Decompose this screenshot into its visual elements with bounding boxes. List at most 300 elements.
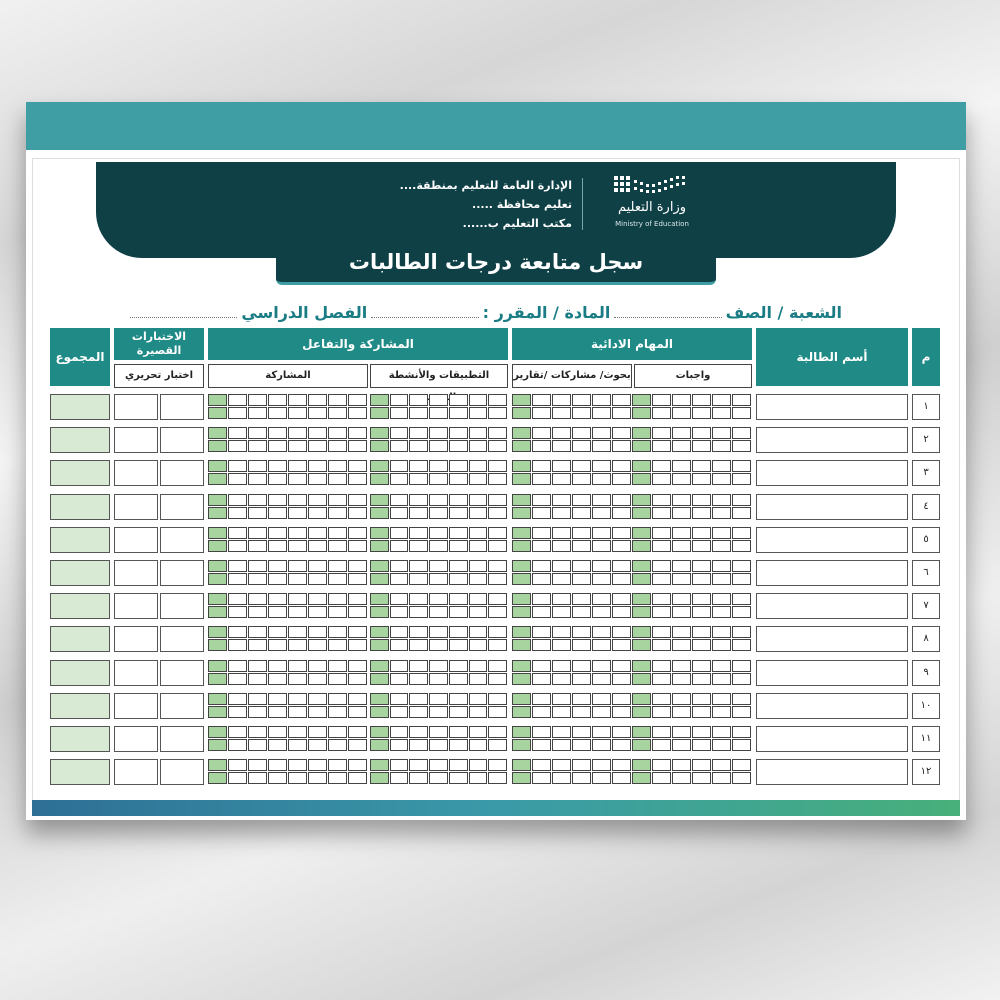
score-cell[interactable] [409,726,428,738]
score-cell[interactable] [712,540,731,552]
score-cell[interactable] [370,507,389,519]
score-cell[interactable] [449,527,468,539]
score-cell[interactable] [469,693,487,705]
score-cell[interactable] [409,772,428,784]
total-cell[interactable] [50,726,110,752]
score-cell[interactable] [268,427,287,439]
score-cell[interactable] [512,626,531,638]
score-cell[interactable] [390,626,408,638]
score-cell[interactable] [672,639,691,651]
student-name-cell[interactable] [756,693,908,719]
score-cell[interactable] [532,527,551,539]
quiz-cell[interactable] [114,759,158,785]
score-cell[interactable] [348,560,367,572]
score-cell[interactable] [692,626,711,638]
score-cell[interactable] [488,507,507,519]
score-cell[interactable] [328,394,347,406]
score-cell[interactable] [248,639,267,651]
score-cell[interactable] [288,772,307,784]
score-cell[interactable] [572,706,591,718]
score-cell[interactable] [308,706,327,718]
score-cell[interactable] [592,772,611,784]
score-cell[interactable] [712,673,731,685]
score-cell[interactable] [308,606,327,618]
score-cell[interactable] [592,573,611,585]
score-cell[interactable] [488,527,507,539]
score-cell[interactable] [370,606,389,618]
score-cell[interactable] [248,540,267,552]
score-cell[interactable] [449,739,468,751]
score-cell[interactable] [409,693,428,705]
score-cell[interactable] [572,726,591,738]
score-cell[interactable] [672,527,691,539]
student-name-cell[interactable] [756,626,908,652]
score-cell[interactable] [512,693,531,705]
student-name-cell[interactable] [756,427,908,453]
score-cell[interactable] [632,473,651,485]
score-cell[interactable] [572,693,591,705]
score-cell[interactable] [552,593,571,605]
score-cell[interactable] [632,540,651,552]
score-cell[interactable] [512,394,531,406]
score-cell[interactable] [248,394,267,406]
score-cell[interactable] [268,573,287,585]
score-cell[interactable] [732,427,751,439]
score-cell[interactable] [409,473,428,485]
score-cell[interactable] [248,673,267,685]
score-cell[interactable] [672,593,691,605]
score-cell[interactable] [288,460,307,472]
score-cell[interactable] [208,460,227,472]
quiz-cell[interactable] [160,527,204,553]
score-cell[interactable] [488,639,507,651]
score-cell[interactable] [370,593,389,605]
score-cell[interactable] [328,407,347,419]
score-cell[interactable] [288,739,307,751]
score-cell[interactable] [308,394,327,406]
score-cell[interactable] [449,560,468,572]
score-cell[interactable] [208,473,227,485]
score-cell[interactable] [612,527,631,539]
score-cell[interactable] [692,407,711,419]
score-cell[interactable] [712,527,731,539]
score-cell[interactable] [228,772,247,784]
score-cell[interactable] [592,394,611,406]
score-cell[interactable] [532,540,551,552]
score-cell[interactable] [308,739,327,751]
score-cell[interactable] [512,772,531,784]
score-cell[interactable] [652,759,671,771]
score-cell[interactable] [328,706,347,718]
score-cell[interactable] [228,507,247,519]
total-cell[interactable] [50,460,110,486]
score-cell[interactable] [712,693,731,705]
score-cell[interactable] [449,693,468,705]
score-cell[interactable] [652,407,671,419]
score-cell[interactable] [632,494,651,506]
score-cell[interactable] [712,507,731,519]
score-cell[interactable] [512,407,531,419]
score-cell[interactable] [390,540,408,552]
score-cell[interactable] [488,606,507,618]
score-cell[interactable] [348,726,367,738]
score-cell[interactable] [652,626,671,638]
total-cell[interactable] [50,593,110,619]
score-cell[interactable] [652,494,671,506]
score-cell[interactable] [288,440,307,452]
score-cell[interactable] [308,772,327,784]
score-cell[interactable] [552,560,571,572]
score-cell[interactable] [429,726,448,738]
score-cell[interactable] [449,660,468,672]
quiz-cell[interactable] [114,494,158,520]
score-cell[interactable] [409,626,428,638]
score-cell[interactable] [552,427,571,439]
score-cell[interactable] [672,560,691,572]
score-cell[interactable] [228,473,247,485]
score-cell[interactable] [612,507,631,519]
student-name-cell[interactable] [756,494,908,520]
score-cell[interactable] [532,739,551,751]
score-cell[interactable] [692,739,711,751]
score-cell[interactable] [488,440,507,452]
score-cell[interactable] [632,507,651,519]
score-cell[interactable] [672,706,691,718]
score-cell[interactable] [532,726,551,738]
score-cell[interactable] [652,726,671,738]
score-cell[interactable] [429,560,448,572]
score-cell[interactable] [248,772,267,784]
score-cell[interactable] [449,440,468,452]
score-cell[interactable] [532,639,551,651]
score-cell[interactable] [512,560,531,572]
score-cell[interactable] [512,673,531,685]
score-cell[interactable] [268,460,287,472]
score-cell[interactable] [692,726,711,738]
score-cell[interactable] [429,573,448,585]
quiz-cell[interactable] [114,427,158,453]
score-cell[interactable] [652,693,671,705]
score-cell[interactable] [532,473,551,485]
score-cell[interactable] [308,726,327,738]
score-cell[interactable] [732,527,751,539]
score-cell[interactable] [348,460,367,472]
score-cell[interactable] [572,407,591,419]
score-cell[interactable] [288,639,307,651]
score-cell[interactable] [732,440,751,452]
score-cell[interactable] [692,507,711,519]
score-cell[interactable] [409,427,428,439]
score-cell[interactable] [288,507,307,519]
score-cell[interactable] [512,726,531,738]
score-cell[interactable] [268,673,287,685]
score-cell[interactable] [488,427,507,439]
score-cell[interactable] [652,473,671,485]
score-cell[interactable] [532,427,551,439]
score-cell[interactable] [572,473,591,485]
score-cell[interactable] [348,606,367,618]
score-cell[interactable] [612,693,631,705]
score-cell[interactable] [572,527,591,539]
score-cell[interactable] [248,593,267,605]
score-cell[interactable] [429,693,448,705]
score-cell[interactable] [208,693,227,705]
score-cell[interactable] [248,507,267,519]
score-cell[interactable] [328,759,347,771]
score-cell[interactable] [288,540,307,552]
score-cell[interactable] [228,639,247,651]
quiz-cell[interactable] [160,560,204,586]
score-cell[interactable] [429,660,448,672]
score-cell[interactable] [429,507,448,519]
score-cell[interactable] [308,660,327,672]
score-cell[interactable] [308,494,327,506]
score-cell[interactable] [552,407,571,419]
score-cell[interactable] [572,540,591,552]
score-cell[interactable] [592,407,611,419]
score-cell[interactable] [228,673,247,685]
score-cell[interactable] [288,606,307,618]
score-cell[interactable] [469,606,487,618]
score-cell[interactable] [712,494,731,506]
score-cell[interactable] [268,407,287,419]
score-cell[interactable] [712,473,731,485]
score-cell[interactable] [370,440,389,452]
score-cell[interactable] [652,593,671,605]
score-cell[interactable] [692,660,711,672]
score-cell[interactable] [429,759,448,771]
score-cell[interactable] [228,394,247,406]
score-cell[interactable] [429,706,448,718]
score-cell[interactable] [268,726,287,738]
score-cell[interactable] [592,494,611,506]
total-cell[interactable] [50,527,110,553]
score-cell[interactable] [348,759,367,771]
quiz-cell[interactable] [160,726,204,752]
score-cell[interactable] [512,540,531,552]
score-cell[interactable] [409,560,428,572]
score-cell[interactable] [268,606,287,618]
score-cell[interactable] [592,759,611,771]
score-cell[interactable] [228,427,247,439]
score-cell[interactable] [370,772,389,784]
score-cell[interactable] [512,739,531,751]
score-cell[interactable] [328,494,347,506]
score-cell[interactable] [208,726,227,738]
score-cell[interactable] [228,759,247,771]
score-cell[interactable] [208,660,227,672]
score-cell[interactable] [572,772,591,784]
score-cell[interactable] [592,639,611,651]
score-cell[interactable] [632,639,651,651]
score-cell[interactable] [308,626,327,638]
score-cell[interactable] [268,706,287,718]
score-cell[interactable] [409,606,428,618]
score-cell[interactable] [228,573,247,585]
score-cell[interactable] [390,440,408,452]
score-cell[interactable] [552,394,571,406]
score-cell[interactable] [632,527,651,539]
score-cell[interactable] [348,593,367,605]
score-cell[interactable] [390,573,408,585]
score-cell[interactable] [390,772,408,784]
score-cell[interactable] [268,494,287,506]
score-cell[interactable] [348,394,367,406]
score-cell[interactable] [390,494,408,506]
score-cell[interactable] [572,673,591,685]
score-cell[interactable] [228,407,247,419]
score-cell[interactable] [308,759,327,771]
score-cell[interactable] [512,639,531,651]
score-cell[interactable] [712,706,731,718]
score-cell[interactable] [652,560,671,572]
score-cell[interactable] [248,660,267,672]
score-cell[interactable] [488,759,507,771]
score-cell[interactable] [370,660,389,672]
score-cell[interactable] [228,706,247,718]
score-cell[interactable] [268,527,287,539]
score-cell[interactable] [592,726,611,738]
score-cell[interactable] [612,626,631,638]
score-cell[interactable] [552,772,571,784]
score-cell[interactable] [732,660,751,672]
student-name-cell[interactable] [756,660,908,686]
quiz-cell[interactable] [160,394,204,420]
score-cell[interactable] [469,527,487,539]
score-cell[interactable] [308,440,327,452]
score-cell[interactable] [409,407,428,419]
score-cell[interactable] [732,507,751,519]
score-cell[interactable] [592,606,611,618]
score-cell[interactable] [732,673,751,685]
score-cell[interactable] [592,593,611,605]
score-cell[interactable] [248,407,267,419]
score-cell[interactable] [632,460,651,472]
score-cell[interactable] [228,440,247,452]
score-cell[interactable] [248,606,267,618]
score-cell[interactable] [469,473,487,485]
score-cell[interactable] [652,772,671,784]
score-cell[interactable] [532,440,551,452]
score-cell[interactable] [469,540,487,552]
score-cell[interactable] [632,407,651,419]
score-cell[interactable] [328,560,347,572]
score-cell[interactable] [612,494,631,506]
score-cell[interactable] [512,759,531,771]
score-cell[interactable] [328,527,347,539]
score-cell[interactable] [348,427,367,439]
score-cell[interactable] [592,460,611,472]
score-cell[interactable] [390,407,408,419]
score-cell[interactable] [308,639,327,651]
score-cell[interactable] [409,527,428,539]
score-cell[interactable] [672,739,691,751]
score-cell[interactable] [208,440,227,452]
score-cell[interactable] [732,626,751,638]
score-cell[interactable] [429,606,448,618]
score-cell[interactable] [612,407,631,419]
score-cell[interactable] [469,460,487,472]
score-cell[interactable] [692,540,711,552]
score-cell[interactable] [370,739,389,751]
score-cell[interactable] [632,739,651,751]
score-cell[interactable] [248,726,267,738]
score-cell[interactable] [652,673,671,685]
score-cell[interactable] [469,407,487,419]
score-cell[interactable] [208,573,227,585]
score-cell[interactable] [652,460,671,472]
total-cell[interactable] [50,427,110,453]
score-cell[interactable] [248,440,267,452]
score-cell[interactable] [532,407,551,419]
score-cell[interactable] [632,759,651,771]
score-cell[interactable] [512,706,531,718]
score-cell[interactable] [512,494,531,506]
total-cell[interactable] [50,759,110,785]
total-cell[interactable] [50,494,110,520]
score-cell[interactable] [348,527,367,539]
score-cell[interactable] [572,626,591,638]
quiz-cell[interactable] [114,626,158,652]
score-cell[interactable] [732,726,751,738]
score-cell[interactable] [390,593,408,605]
score-cell[interactable] [672,494,691,506]
score-cell[interactable] [429,473,448,485]
score-cell[interactable] [208,706,227,718]
score-cell[interactable] [552,660,571,672]
student-name-cell[interactable] [756,527,908,553]
score-cell[interactable] [228,606,247,618]
score-cell[interactable] [328,772,347,784]
score-cell[interactable] [592,706,611,718]
score-cell[interactable] [208,759,227,771]
score-cell[interactable] [652,427,671,439]
score-cell[interactable] [692,639,711,651]
score-cell[interactable] [390,427,408,439]
score-cell[interactable] [288,726,307,738]
score-cell[interactable] [288,573,307,585]
score-cell[interactable] [370,407,389,419]
score-cell[interactable] [469,726,487,738]
score-cell[interactable] [612,606,631,618]
score-cell[interactable] [652,394,671,406]
score-cell[interactable] [672,573,691,585]
score-cell[interactable] [409,759,428,771]
score-cell[interactable] [248,460,267,472]
score-cell[interactable] [469,440,487,452]
score-cell[interactable] [692,427,711,439]
score-cell[interactable] [488,407,507,419]
score-cell[interactable] [469,673,487,685]
score-cell[interactable] [612,660,631,672]
score-cell[interactable] [228,739,247,751]
score-cell[interactable] [652,660,671,672]
score-cell[interactable] [469,739,487,751]
score-cell[interactable] [732,560,751,572]
score-cell[interactable] [612,427,631,439]
score-cell[interactable] [488,573,507,585]
score-cell[interactable] [348,494,367,506]
quiz-cell[interactable] [160,660,204,686]
score-cell[interactable] [552,527,571,539]
score-cell[interactable] [612,739,631,751]
score-cell[interactable] [429,593,448,605]
quiz-cell[interactable] [160,693,204,719]
score-cell[interactable] [370,427,389,439]
score-cell[interactable] [532,460,551,472]
score-cell[interactable] [692,693,711,705]
score-cell[interactable] [288,407,307,419]
